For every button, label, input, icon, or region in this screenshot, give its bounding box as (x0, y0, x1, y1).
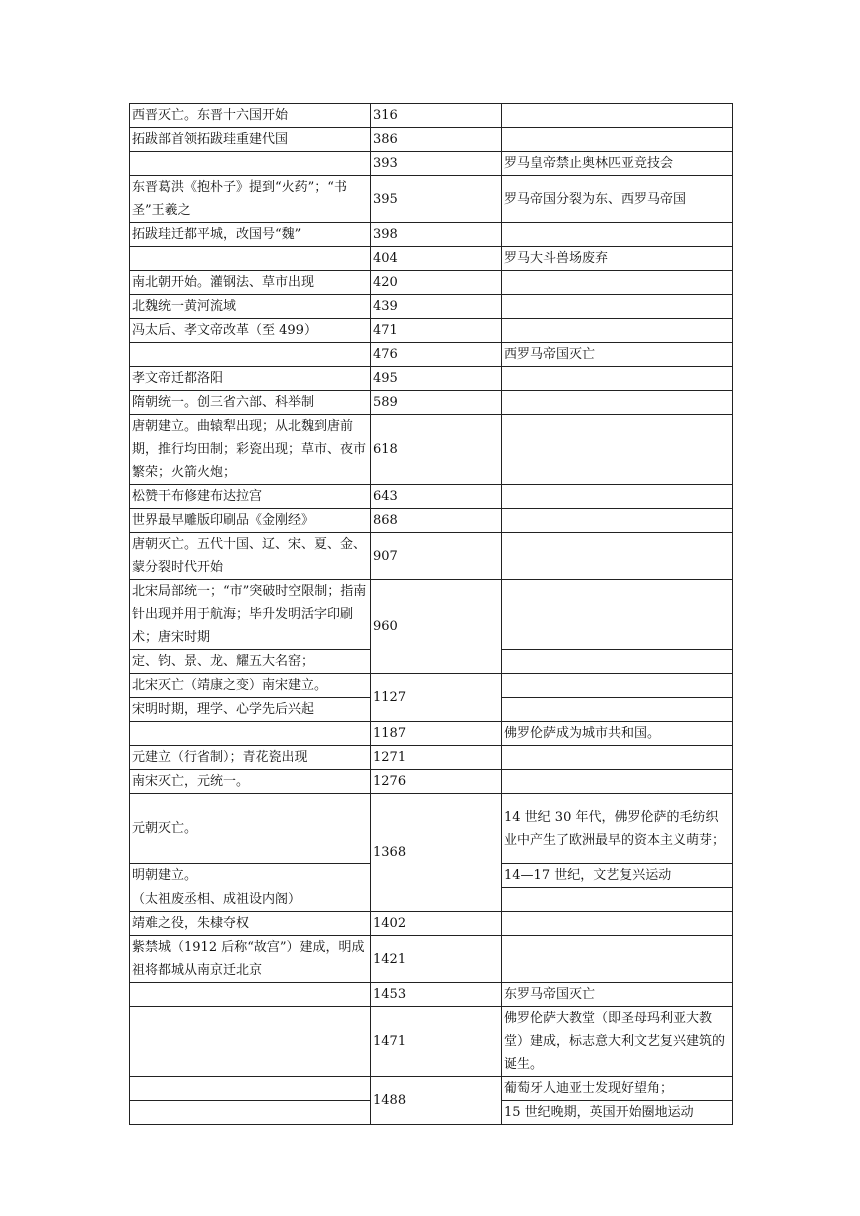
cn-event-cell: 松赞干布修建布达拉宫 (130, 485, 371, 509)
world-event-cell: 罗马帝国分裂为东、西罗马帝国 (502, 176, 733, 223)
world-event-cell: 西罗马帝国灭亡 (502, 343, 733, 367)
year-cell: 476 (371, 343, 502, 367)
world-event-cell (502, 509, 733, 533)
cn-event-cell (130, 722, 371, 746)
world-event-cell (502, 888, 733, 912)
table-row (130, 912, 733, 936)
cn-event-cell: 南宋灭亡，元统一。 (130, 770, 371, 794)
cn-event-cell: 南北朝开始。灌钢法、草市出现 (130, 271, 371, 295)
year-cell: 618 (371, 415, 502, 485)
world-event-cell (502, 367, 733, 391)
cn-event-cell: 拓跋珪迁都平城，改国号“魏” (130, 223, 371, 247)
table-row (130, 223, 733, 247)
table-row (130, 104, 733, 128)
table-row (130, 983, 733, 1007)
cn-event-cell: 北魏统一黄河流域 (130, 295, 371, 319)
table-row (130, 1007, 733, 1077)
table-row (130, 319, 733, 343)
year-cell: 316 (371, 104, 502, 128)
cn-event-cell: 世界最早雕版印刷品《金刚经》 (130, 509, 371, 533)
table-row (130, 533, 733, 580)
table-row (130, 509, 733, 533)
table-row (130, 247, 733, 271)
world-event-cell (502, 698, 733, 722)
cn-event-cell (130, 343, 371, 367)
cn-event-cell: 西晋灭亡。东晋十六国开始 (130, 104, 371, 128)
table-row (130, 674, 733, 698)
year-cell: 868 (371, 509, 502, 533)
table-row (130, 794, 733, 864)
table-row (130, 152, 733, 176)
table-row (130, 936, 733, 983)
world-event-cell (502, 650, 733, 674)
world-event-cell (502, 223, 733, 247)
cn-event-cell (130, 1077, 371, 1101)
world-event-cell: 东罗马帝国灭亡 (502, 983, 733, 1007)
world-event-cell (502, 295, 733, 319)
table-row (130, 770, 733, 794)
cn-event-cell: 紫禁城（1912 后称“故宫”）建成，明成祖将都城从南京迁北京 (130, 936, 371, 983)
year-cell: 404 (371, 247, 502, 271)
cn-event-cell: 唐朝灭亡。五代十国、辽、宋、夏、金、蒙分裂时代开始 (130, 533, 371, 580)
cn-event-cell: 拓跋部首领拓跋珪重建代国 (130, 128, 371, 152)
table-row (130, 415, 733, 485)
year-cell: 1421 (371, 936, 502, 983)
cn-event-cell: 孝文帝迁都洛阳 (130, 367, 371, 391)
year-cell: 960 (371, 580, 502, 674)
cn-event-cell (130, 983, 371, 1007)
cn-event-cell: 北宋局部统一；“市”突破时空限制；指南针出现并用于航海；毕升发明活字印刷术；唐宋时期 (130, 580, 371, 650)
year-cell: 1271 (371, 746, 502, 770)
year-cell: 1368 (371, 794, 502, 912)
year-cell: 907 (371, 533, 502, 580)
table-row (130, 746, 733, 770)
year-cell: 1187 (371, 722, 502, 746)
world-event-cell (502, 485, 733, 509)
cn-event-cell: 隋朝统一。创三省六部、科举制 (130, 391, 371, 415)
cn-event-cell: 北宋灭亡（靖康之变）南宋建立。 (130, 674, 371, 698)
year-cell: 395 (371, 176, 502, 223)
cn-event-cell: 冯太后、孝文帝改革（至 499） (130, 319, 371, 343)
cn-event-cell (130, 152, 371, 176)
world-event-cell (502, 319, 733, 343)
world-event-cell (502, 415, 733, 485)
table-row (130, 580, 733, 650)
world-event-cell (502, 580, 733, 650)
table-row (130, 176, 733, 223)
world-event-cell: 罗马皇帝禁止奥林匹亚竞技会 (502, 152, 733, 176)
cn-event-cell: 宋明时期，理学、心学先后兴起 (130, 698, 371, 722)
year-cell: 420 (371, 271, 502, 295)
table-row (130, 1077, 733, 1101)
world-event-cell (502, 912, 733, 936)
year-cell: 471 (371, 319, 502, 343)
year-cell: 589 (371, 391, 502, 415)
table-row (130, 271, 733, 295)
table-row (130, 343, 733, 367)
year-cell: 643 (371, 485, 502, 509)
world-event-cell (502, 128, 733, 152)
year-cell: 1276 (371, 770, 502, 794)
year-cell: 1453 (371, 983, 502, 1007)
world-event-cell: 葡萄牙人迪亚士发现好望角； (502, 1077, 733, 1101)
table-row (130, 295, 733, 319)
year-cell: 495 (371, 367, 502, 391)
world-event-cell: 14—17 世纪，文艺复兴运动 (502, 864, 733, 888)
cn-event-cell: 定、钧、景、龙、耀五大名窑； (130, 650, 371, 674)
year-cell: 393 (371, 152, 502, 176)
world-event-cell (502, 391, 733, 415)
cn-event-cell (130, 1007, 371, 1077)
world-event-cell: 罗马大斗兽场废弃 (502, 247, 733, 271)
world-event-cell: 佛罗伦萨成为城市共和国。 (502, 722, 733, 746)
table-row (130, 722, 733, 746)
world-event-cell (502, 533, 733, 580)
world-event-cell (502, 271, 733, 295)
cn-event-cell: （太祖废丞相、成祖设内阁） (130, 888, 371, 912)
year-cell: 439 (371, 295, 502, 319)
world-event-cell: 佛罗伦萨大教堂（即圣母玛利亚大教堂）建成，标志意大利文艺复兴建筑的诞生。 (502, 1007, 733, 1077)
year-cell: 398 (371, 223, 502, 247)
cn-event-cell: 唐朝建立。曲辕犁出现；从北魏到唐前期，推行均田制；彩瓷出现；草市、夜市繁荣；火箭火炮； (130, 415, 371, 485)
cn-event-cell: 明朝建立。 (130, 864, 371, 888)
table-row (130, 128, 733, 152)
world-event-cell: 14 世纪 30 年代，佛罗伦萨的毛纺织业中产生了欧洲最早的资本主义萌芽； (502, 794, 733, 864)
year-cell: 386 (371, 128, 502, 152)
cn-event-cell: 元朝灭亡。 (130, 794, 371, 864)
cn-event-cell: 东晋葛洪《抱朴子》提到“火药”；“书圣”王羲之 (130, 176, 371, 223)
year-cell: 1488 (371, 1077, 502, 1125)
cn-event-cell: 元建立（行省制）；青花瓷出现 (130, 746, 371, 770)
world-event-cell (502, 936, 733, 983)
table-row (130, 367, 733, 391)
world-event-cell (502, 770, 733, 794)
year-cell: 1471 (371, 1007, 502, 1077)
table-row (130, 485, 733, 509)
history-timeline-table (129, 103, 733, 1125)
world-event-cell (502, 104, 733, 128)
world-event-cell (502, 746, 733, 770)
cn-event-cell (130, 1101, 371, 1125)
year-cell: 1127 (371, 674, 502, 722)
world-event-cell: 15 世纪晚期，英国开始圈地运动 (502, 1101, 733, 1125)
year-cell: 1402 (371, 912, 502, 936)
table-row (130, 391, 733, 415)
cn-event-cell: 靖难之役，朱棣夺权 (130, 912, 371, 936)
cn-event-cell (130, 247, 371, 271)
world-event-cell (502, 674, 733, 698)
